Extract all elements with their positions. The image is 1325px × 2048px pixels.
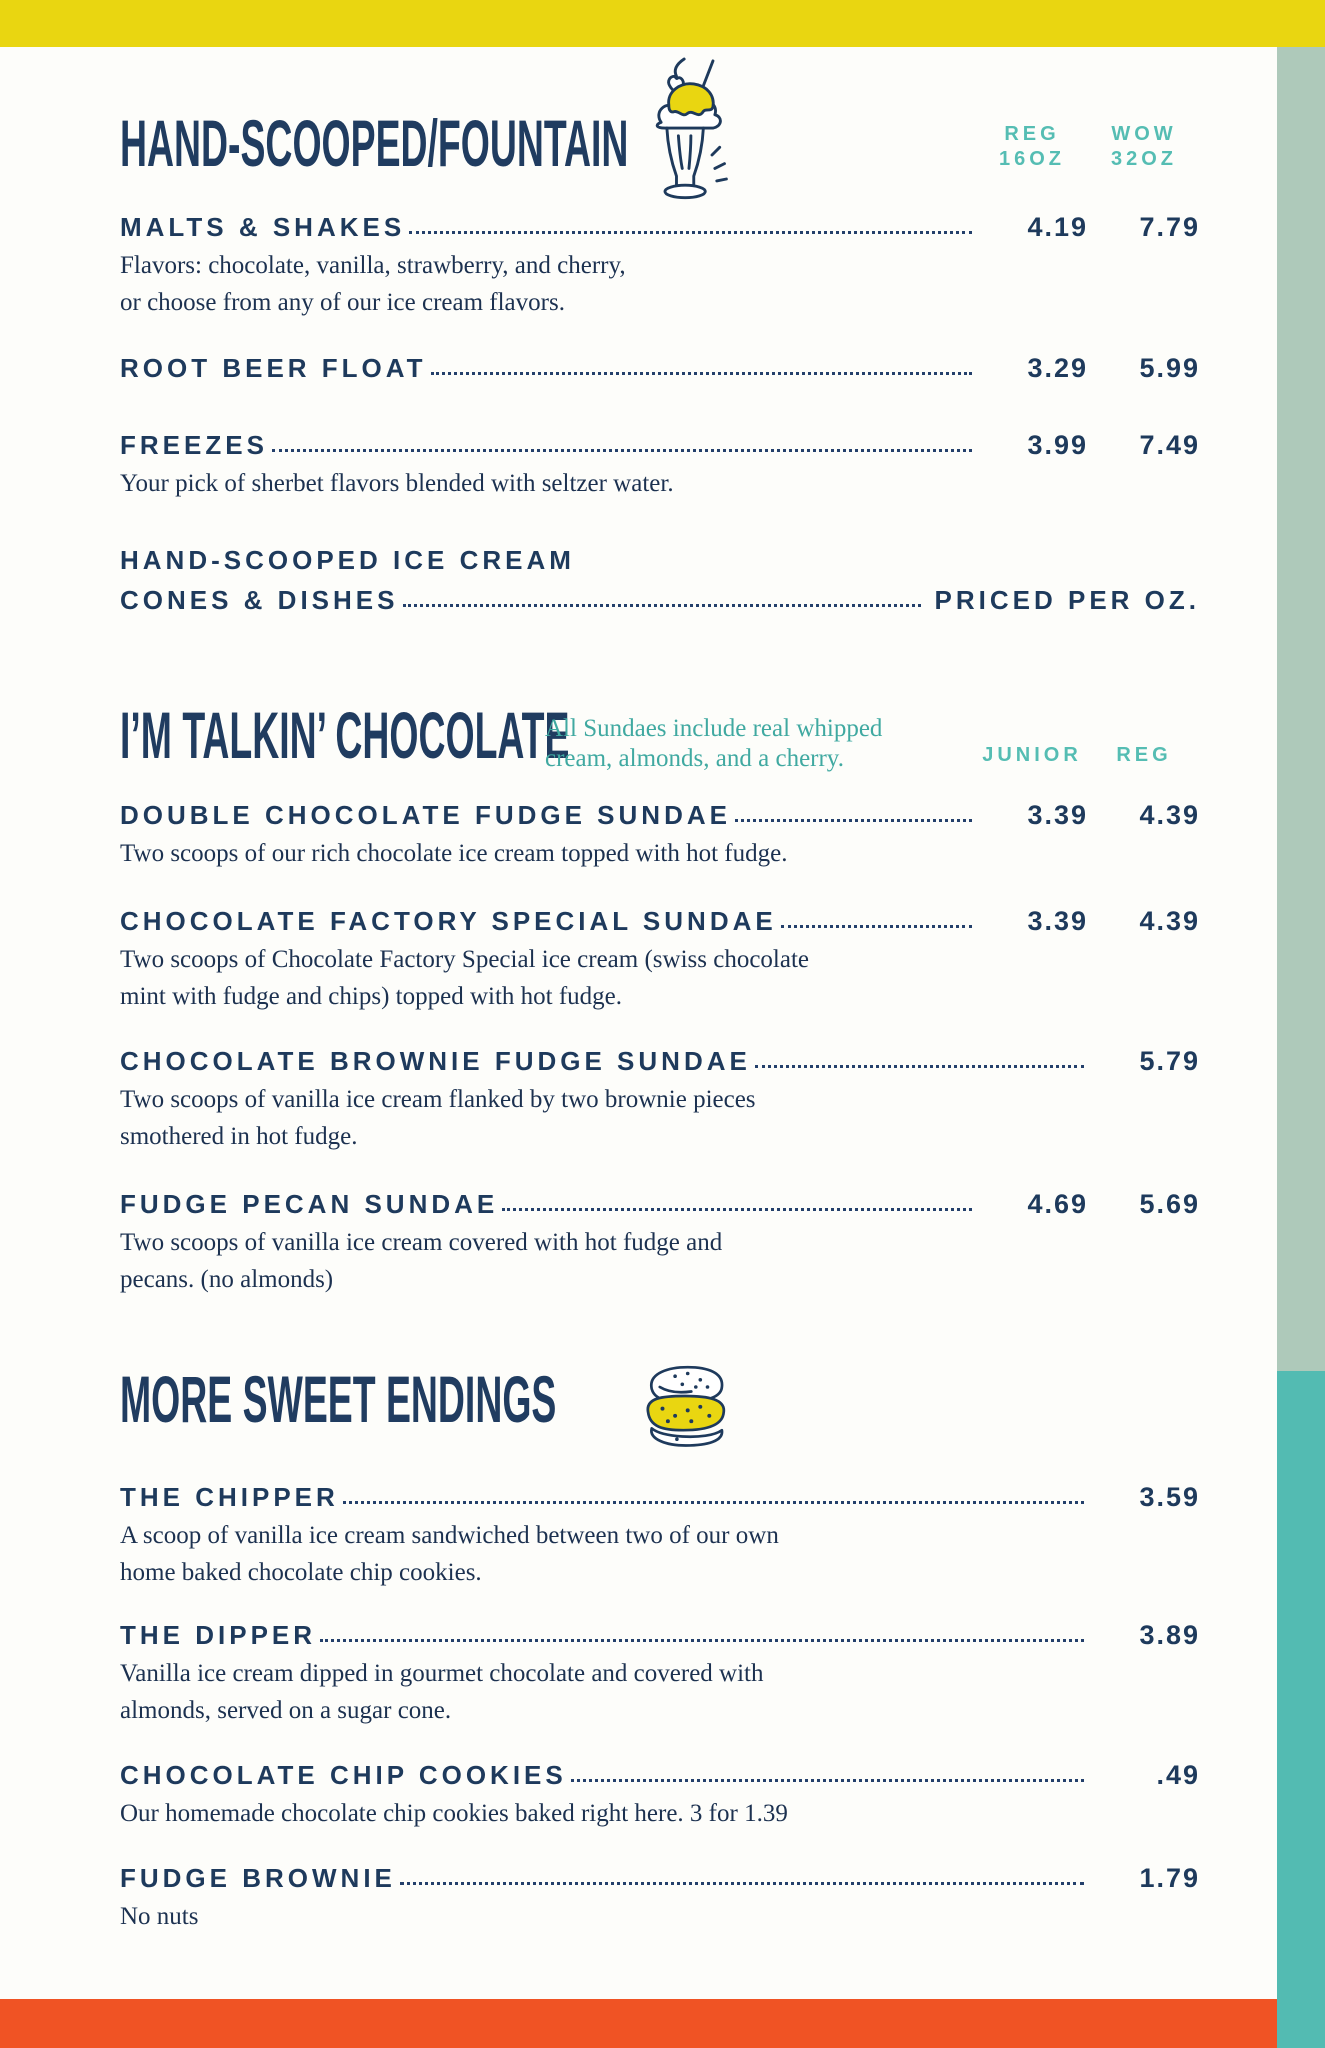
dotted-leader <box>502 1208 972 1211</box>
item-description-line: A scoop of vanilla ice cream sandwiched between two of our own <box>120 1522 779 1549</box>
section-chocolate <box>120 700 1200 1298</box>
item-price: 3.89 <box>1139 1620 1200 1650</box>
ice-cream-sandwich-icon <box>635 1360 735 1455</box>
item-description-line: or choose from any of our ice cream flavors. <box>120 289 565 316</box>
dotted-leader <box>320 1639 1084 1642</box>
sidebar-accent-sage <box>1277 47 1325 1371</box>
milkshake-icon <box>640 55 736 212</box>
bottom-accent-bar <box>0 1999 1277 2048</box>
section-chocolate-header <box>120 700 1200 780</box>
price-column-headers <box>976 743 1200 768</box>
column-size: 32OZ <box>1110 148 1178 170</box>
column-size: 16OZ <box>998 148 1066 170</box>
item-price-reg: 4.39 <box>1139 800 1200 830</box>
section-title: I’M TALKIN’ CHOCOLATE <box>120 699 570 773</box>
price-column-headers <box>976 122 1200 172</box>
menu-item-freezes <box>120 432 1200 502</box>
column-label: WOW <box>1111 123 1177 145</box>
menu-item-fudge-pecan-sundae <box>120 1191 1200 1298</box>
item-description-line: smothered in hot fudge. <box>120 1123 358 1150</box>
item-name: FREEZES <box>120 430 268 460</box>
column-header-wow <box>1088 122 1200 172</box>
item-price: 1.79 <box>1139 1863 1200 1893</box>
item-price-junior: 3.39 <box>1027 906 1088 936</box>
dotted-leader <box>431 372 972 375</box>
item-description-line: mint with fudge and chips) topped with hot fudge. <box>120 983 623 1010</box>
column-header-reg: REG <box>1116 744 1172 766</box>
item-name: FUDGE BROWNIE <box>120 1863 396 1893</box>
item-price: 5.79 <box>1139 1046 1200 1076</box>
section-title: MORE SWEET ENDINGS <box>120 1363 557 1437</box>
top-accent-bar <box>0 0 1325 47</box>
item-name-line1: HAND-SCOOPED ICE CREAM <box>120 545 575 575</box>
section-note-line: cream, almonds, and a cherry. <box>545 745 844 772</box>
item-description-line: Two scoops of our rich chocolate ice cream topped with hot fudge. <box>120 840 788 867</box>
item-price: .49 <box>1156 1760 1200 1790</box>
dotted-leader <box>781 925 972 928</box>
item-description-line: Two scoops of Chocolate Factory Special ice cream (swiss chocolate <box>120 946 810 973</box>
item-description-line: Two scoops of vanilla ice cream flanked by two brownie pieces <box>120 1086 756 1113</box>
column-header-junior: JUNIOR <box>982 744 1082 766</box>
dotted-leader <box>272 449 972 452</box>
section-fountain <box>120 55 1200 614</box>
item-price-wow: 7.79 <box>1139 212 1200 242</box>
dotted-leader <box>735 819 972 822</box>
item-name: CHOCOLATE FACTORY SPECIAL SUNDAE <box>120 906 777 936</box>
item-name: THE CHIPPER <box>120 1482 339 1512</box>
menu-item-the-chipper <box>120 1484 1200 1591</box>
section-note <box>545 714 945 774</box>
item-price-reg: 4.19 <box>1027 212 1088 242</box>
item-description-line: No nuts <box>120 1903 199 1930</box>
menu-item-root-beer-float <box>120 355 1200 382</box>
item-description-line: Vanilla ice cream dipped in gourmet chocolate and covered with <box>120 1660 764 1687</box>
item-price-note: PRICED PER OZ. <box>934 585 1200 615</box>
menu-item-double-chocolate-fudge-sundae <box>120 802 1200 872</box>
item-description-line: almonds, served on a sugar cone. <box>120 1697 452 1724</box>
menu-item-fudge-brownie <box>120 1865 1200 1935</box>
section-sweet-endings <box>120 1358 1200 1935</box>
item-price-reg: 3.29 <box>1027 353 1088 383</box>
item-description-line: Two scoops of vanilla ice cream covered with hot fudge and <box>120 1229 723 1256</box>
item-description-line: Flavors: chocolate, vanilla, strawberry, and cherry, <box>120 252 626 279</box>
dotted-leader <box>409 231 972 234</box>
item-name: CHOCOLATE CHIP COOKIES <box>120 1760 567 1790</box>
section-note-line: All Sundaes include real whipped <box>545 715 883 742</box>
item-price-wow: 7.49 <box>1139 430 1200 460</box>
menu-item-the-dipper <box>120 1622 1200 1729</box>
section-sweet-header <box>120 1358 1200 1446</box>
item-price-reg: 4.39 <box>1139 906 1200 936</box>
dotted-leader <box>571 1779 1084 1782</box>
dotted-leader <box>343 1501 1084 1504</box>
item-description-line: home baked chocolate chip cookies. <box>120 1559 482 1586</box>
item-name-line2: CONES & DISHES <box>120 585 399 615</box>
menu-item-chocolate-factory-special-sundae <box>120 908 1200 1015</box>
sidebar-accent-teal <box>1277 1371 1325 2048</box>
item-name: CHOCOLATE BROWNIE FUDGE SUNDAE <box>120 1046 751 1076</box>
item-price: 3.59 <box>1139 1482 1200 1512</box>
menu-item-chocolate-brownie-fudge-sundae <box>120 1048 1200 1155</box>
item-name: MALTS & SHAKES <box>120 212 406 242</box>
menu-item-chocolate-chip-cookies <box>120 1762 1200 1832</box>
column-header-reg <box>976 122 1088 172</box>
dotted-leader <box>755 1065 1084 1068</box>
item-name: DOUBLE CHOCOLATE FUDGE SUNDAE <box>120 800 731 830</box>
item-price-junior: 3.39 <box>1027 800 1088 830</box>
item-description-line: pecans. (no almonds) <box>120 1266 334 1293</box>
item-price-junior: 4.69 <box>1027 1189 1088 1219</box>
menu-item-cones-dishes <box>120 547 1200 614</box>
menu-item-malts-shakes <box>120 214 1200 321</box>
item-name: ROOT BEER FLOAT <box>120 353 427 383</box>
item-name: THE DIPPER <box>120 1620 317 1650</box>
item-description-line: Your pick of sherbet flavors blended with seltzer water. <box>120 470 674 497</box>
column-label: REG <box>1004 123 1060 145</box>
item-price-wow: 5.99 <box>1139 353 1200 383</box>
dotted-leader <box>403 604 921 607</box>
dotted-leader <box>400 1882 1084 1885</box>
item-name: FUDGE PECAN SUNDAE <box>120 1189 499 1219</box>
section-fountain-header <box>120 55 1200 200</box>
section-title: HAND-SCOOPED/FOUNTAIN <box>120 107 629 181</box>
item-price-reg: 5.69 <box>1139 1189 1200 1219</box>
item-price-reg: 3.99 <box>1027 430 1088 460</box>
item-description-line: Our homemade chocolate chip cookies baked right here. 3 for 1.39 <box>120 1800 788 1827</box>
